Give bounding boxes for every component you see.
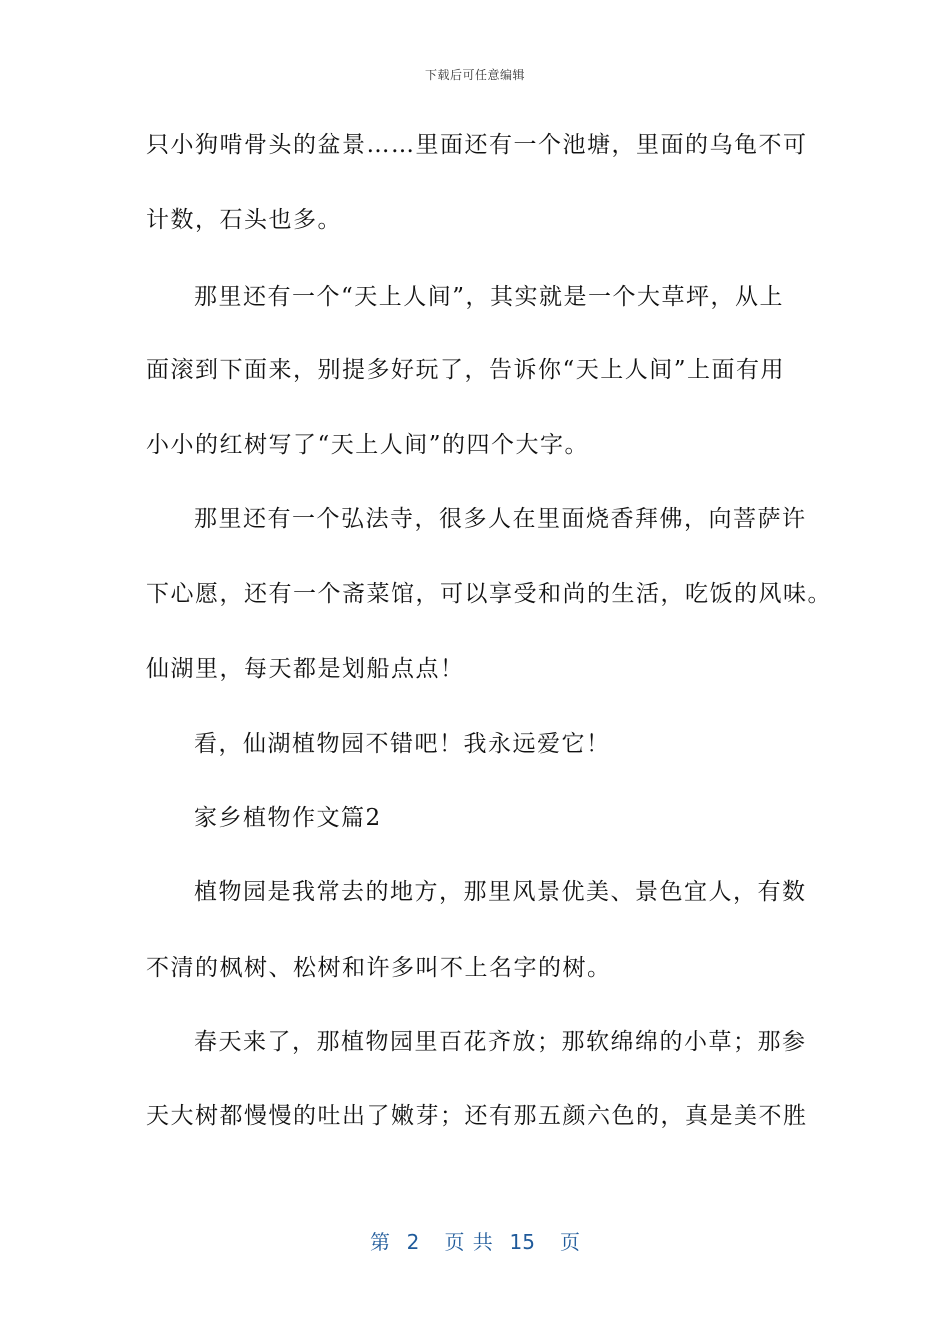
text-line: 下心愿，还有一个斋菜馆，可以享受和尚的生活，吃饭的风味。 [146,581,832,607]
text-line: 仙湖里，每天都是划船点点！ [146,656,465,682]
text-line: 那里还有一个“天上人间”，其实就是一个大草坪，从上 [194,284,785,310]
text-line: 那里还有一个弘法寺，很多人在里面烧香拜佛，向菩萨许 [194,506,807,532]
header-note: 下载后可任意编辑 [424,68,525,82]
text-line: 植物园是我常去的地方，那里风景优美、景色宜人，有数 [194,879,807,905]
text-line: 只小狗啃骨头的盆景……里面还有一个池塘，里面的乌龟不可 [146,132,808,158]
text-line: 小小的红树写了“天上人间”的四个大字。 [146,432,590,458]
text-line: 不清的枫树、松树和许多叫不上名字的树。 [146,955,612,981]
text-line: 春天来了，那植物园里百花齐放；那软绵绵的小草；那参 [194,1029,807,1055]
text-line: 天大树都慢慢的吐出了嫩芽；还有那五颜六色的，真是美不胜 [146,1103,808,1129]
text-line: 计数，石头也多。 [146,207,342,233]
section-heading: 家乡植物作文篇2 [194,805,382,831]
text-line: 看，仙湖植物园不错吧！我永远爱它！ [194,731,611,757]
text-line: 面滚到下面来，别提多好玩了，告诉你“天上人间”上面有用 [146,357,786,383]
page-number: 第 2 页 共 15 页 [369,1230,581,1254]
